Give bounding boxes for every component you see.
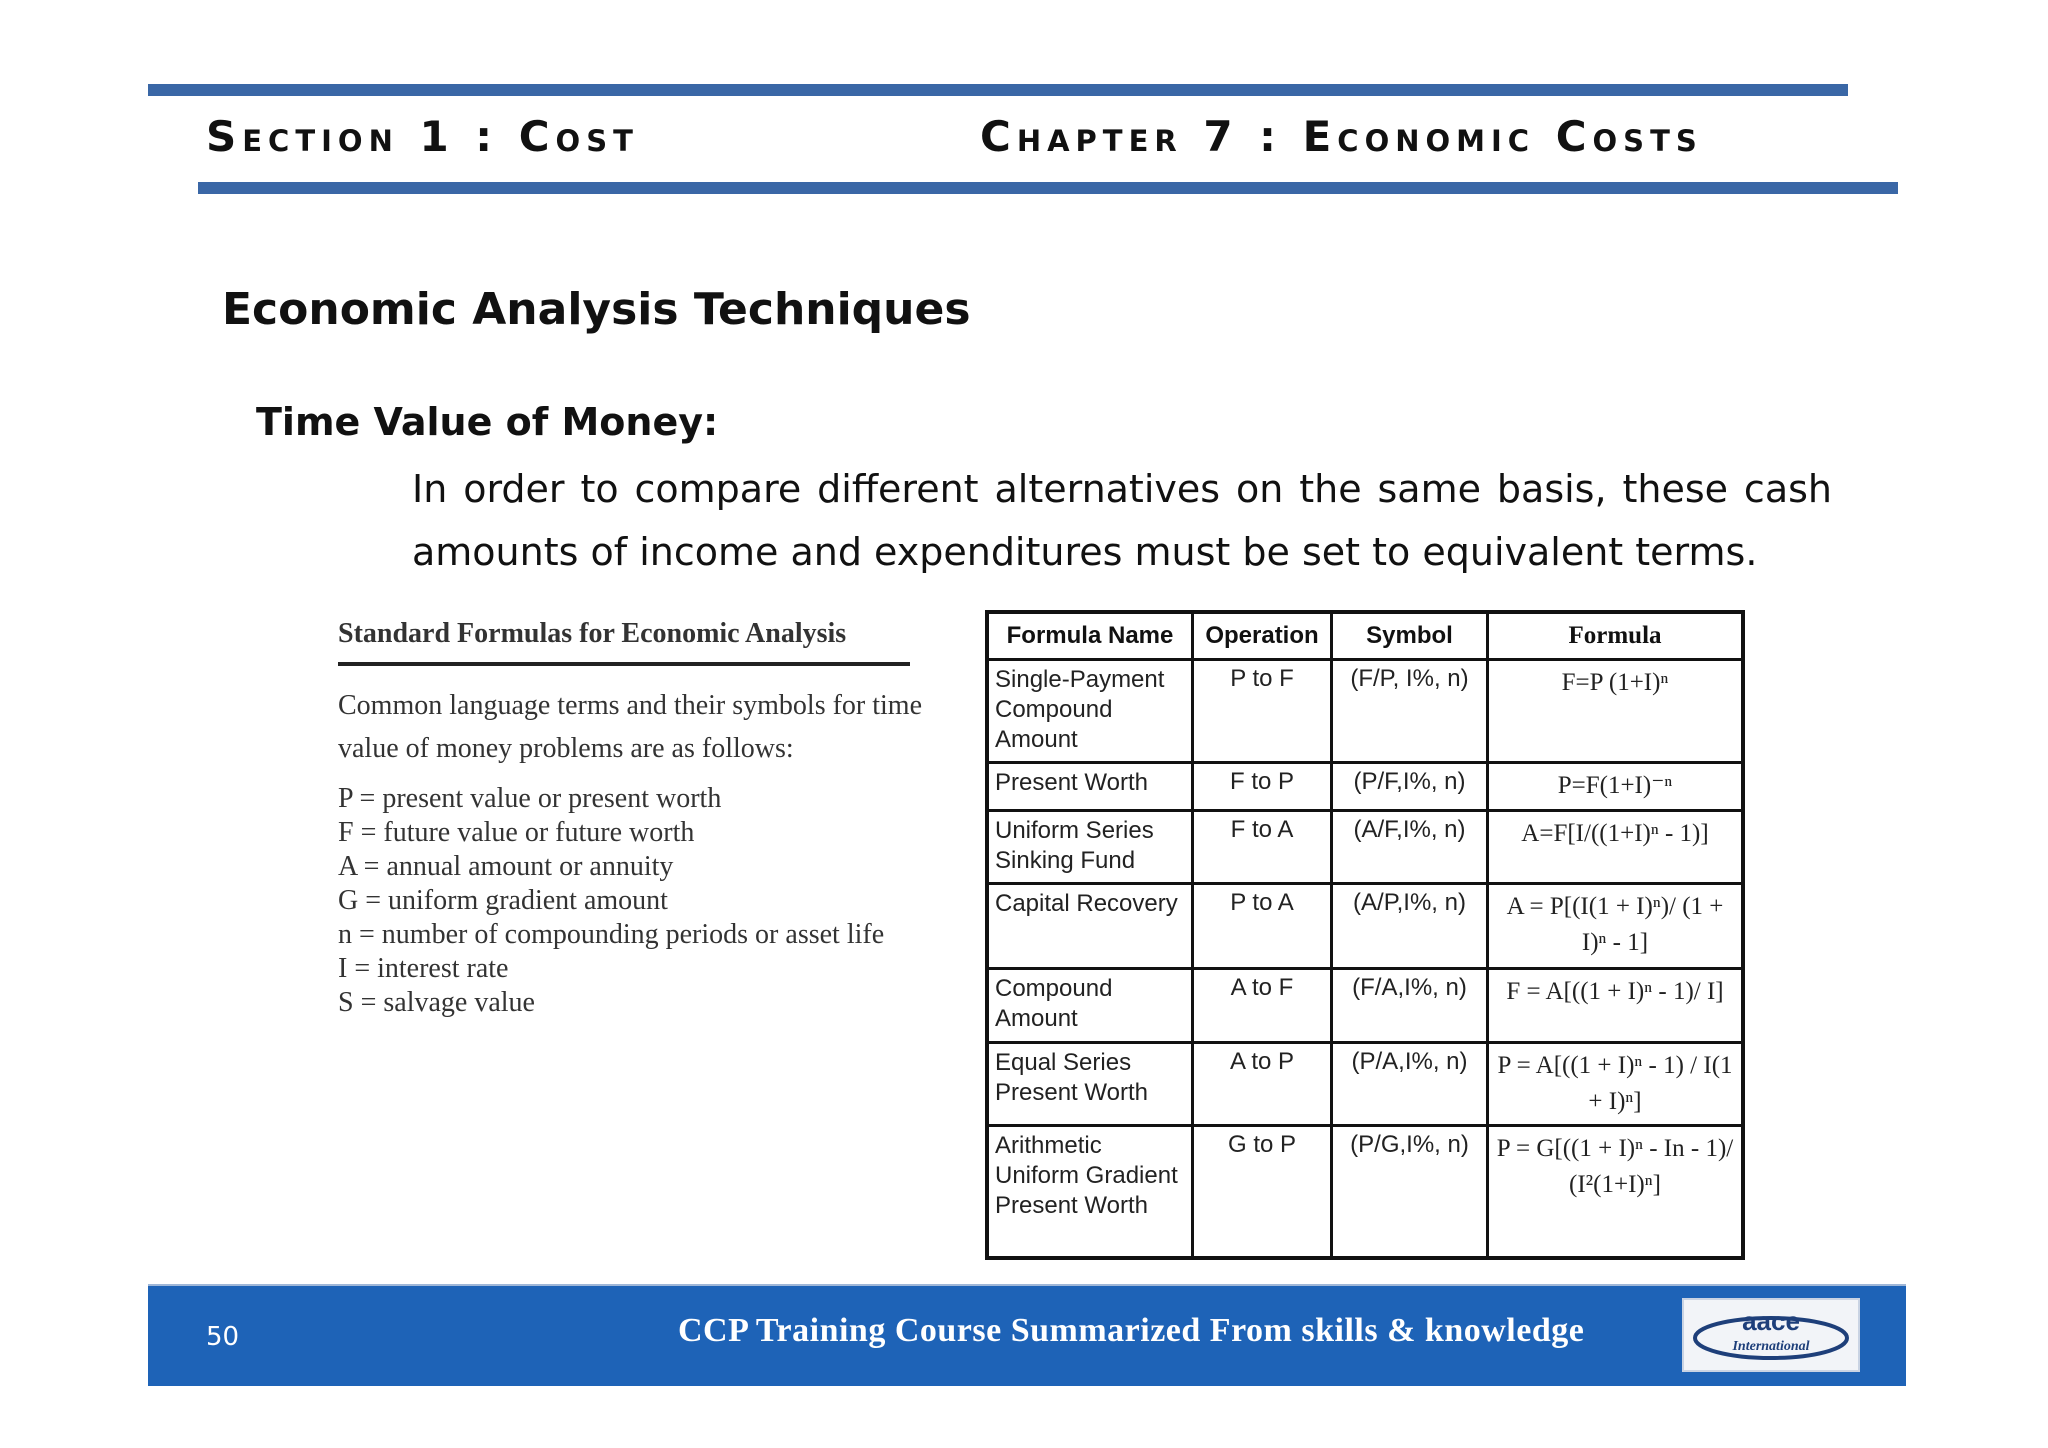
operation-cell: F to P (1193, 763, 1332, 811)
col-header-formula: Formula (1488, 612, 1744, 660)
col-header-name: Formula Name (987, 612, 1193, 660)
symbol-cell: (F/P, I%, n) (1332, 660, 1488, 763)
section-heading: Section 1 : Cost (206, 112, 639, 161)
formula-cell: P=F(1+I)⁻ⁿ (1488, 763, 1744, 811)
term-item: n = number of compounding periods or asset life (338, 919, 885, 950)
term-item: S = salvage value (338, 987, 535, 1018)
operation-cell: P to A (1193, 884, 1332, 969)
symbols-intro: Common language terms and their symbols for time value of money problems are as follows: (338, 690, 923, 764)
operation-cell: A to P (1193, 1043, 1332, 1126)
symbol-cell: (A/F,I%, n) (1332, 811, 1488, 884)
header-top-rule (148, 84, 1848, 96)
subtitle: Time Value of Money: (256, 400, 719, 444)
col-header-symbol: Symbol (1332, 612, 1488, 660)
formula-cell: P = G[((1 + I)ⁿ - In - 1)/ (I²(1+I)ⁿ] (1488, 1126, 1744, 1258)
operation-cell: A to F (1193, 969, 1332, 1043)
operation-cell: G to P (1193, 1126, 1332, 1258)
symbol-cell: (A/P,I%, n) (1332, 884, 1488, 969)
table-row (987, 1126, 1743, 1258)
header-bottom-rule (198, 182, 1898, 194)
formula-name-cell: Capital Recovery (987, 884, 1193, 969)
term-item: P = present value or present worth (338, 783, 722, 814)
table-header-row (987, 612, 1743, 660)
table-row (987, 1043, 1743, 1126)
aace-logo-icon (1684, 1300, 1858, 1370)
table-row (987, 811, 1743, 884)
formula-name-cell: Present Worth (987, 763, 1193, 811)
page-number: 50 (206, 1322, 240, 1352)
course-title: CCP Training Course Summarized From skills & knowledge (678, 1312, 1585, 1349)
formula-cell: A = P[(I(1 + I)ⁿ)/ (1 + I)ⁿ - 1] (1488, 884, 1744, 969)
logo-subtext: International (1732, 1339, 1810, 1354)
symbols-heading: Standard Formulas for Economic Analysis (338, 618, 910, 666)
table-row (987, 763, 1743, 811)
table-row (987, 660, 1743, 763)
footer-bar (148, 1286, 1906, 1386)
symbol-cell: (P/F,I%, n) (1332, 763, 1488, 811)
table-row (987, 884, 1743, 969)
term-item: F = future value or future worth (338, 817, 695, 848)
formula-name-cell: Equal Series Present Worth (987, 1043, 1193, 1126)
formula-name-cell: Single-Payment Compound Amount (987, 660, 1193, 763)
logo-wordmark: aace (1742, 1306, 1800, 1336)
term-item: A = annual amount or annuity (338, 851, 674, 882)
col-header-operation: Operation (1193, 612, 1332, 660)
symbols-list (338, 782, 958, 1020)
chapter-heading: Chapter 7 : Economic Costs (980, 112, 1703, 161)
formula-cell: F = A[((1 + I)ⁿ - 1)/ I] (1488, 969, 1744, 1043)
formula-cell: F=P (1+I)ⁿ (1488, 660, 1744, 763)
term-item: G = uniform gradient amount (338, 885, 668, 916)
symbol-cell: (P/A,I%, n) (1332, 1043, 1488, 1126)
formula-cell: A=F[I/((1+I)ⁿ - 1)] (1488, 811, 1744, 884)
intro-paragraph: In order to compare different alternatives on the same basis, these cash amounts of income and expenditures must be set to equivalent terms. (412, 467, 1832, 574)
term-item: I = interest rate (338, 953, 509, 984)
page-title: Economic Analysis Techniques (222, 284, 971, 335)
formula-table (985, 610, 1745, 1260)
formula-cell: P = A[((1 + I)ⁿ - 1) / I(1 + I)ⁿ] (1488, 1043, 1744, 1126)
aace-logo (1682, 1298, 1860, 1372)
formula-name-cell: Uniform Series Sinking Fund (987, 811, 1193, 884)
operation-cell: F to A (1193, 811, 1332, 884)
table-row (987, 969, 1743, 1043)
symbol-cell: (P/G,I%, n) (1332, 1126, 1488, 1258)
symbols-panel (338, 618, 958, 1020)
formula-name-cell: Arithmetic Uniform Gradient Present Worth (987, 1126, 1193, 1258)
formula-name-cell: Compound Amount (987, 969, 1193, 1043)
operation-cell: P to F (1193, 660, 1332, 763)
symbol-cell: (F/A,I%, n) (1332, 969, 1488, 1043)
